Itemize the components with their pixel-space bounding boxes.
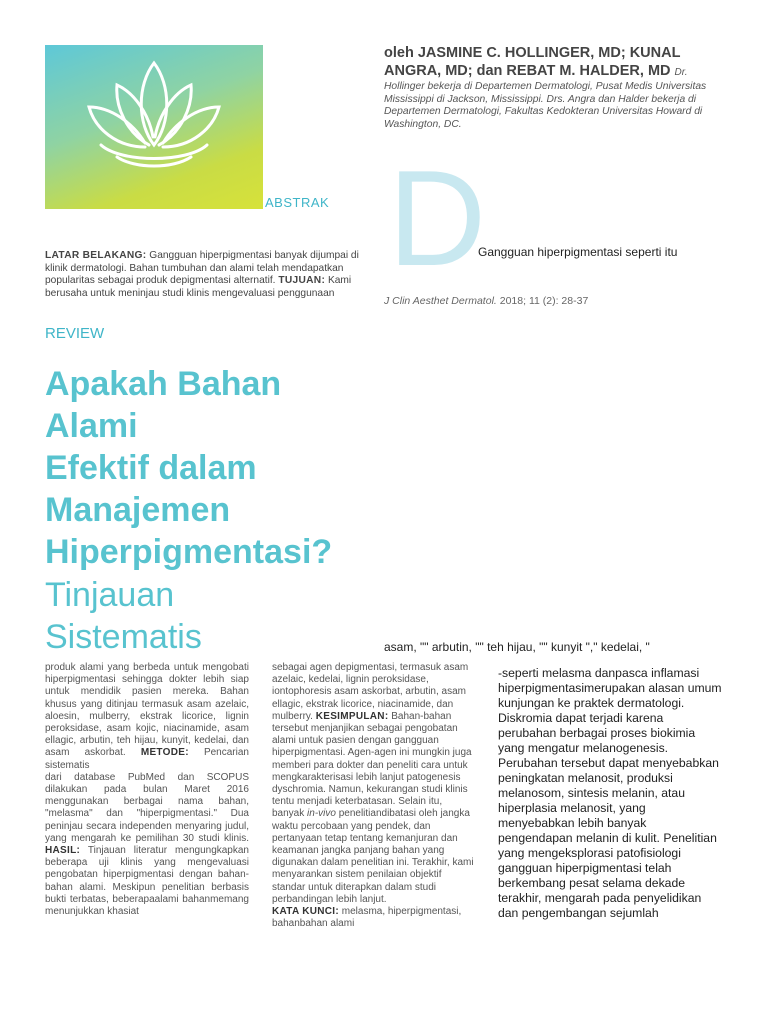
col1-text: Pencarian sistematis <box>45 747 249 771</box>
method-label: METODE: <box>140 747 189 759</box>
lotus-logo <box>45 45 263 209</box>
title-line: Efektif dalam <box>45 449 257 487</box>
conclusion-label: KESIMPULAN: <box>315 710 389 722</box>
ingredient-line: asam, "" arbutin, "" teh hijau, "" kunyit "," kedelai, " <box>384 640 650 654</box>
lotus-icon <box>45 45 263 209</box>
drop-cap-text: Gangguan hiperpigmentasi seperti itu <box>478 245 678 259</box>
subtitle-line: Sistematis <box>45 618 202 656</box>
abstract-column-2 <box>272 662 477 930</box>
background-body: Gangguan hiperpigmentasi banyak dijumpai di klinik dermatologi. Bahan tumbuhan dan alami telah mendapatkan popularitas sebagai produk depigmentasi alternatif. <box>45 250 359 286</box>
article-title <box>45 363 405 573</box>
title-line: Alami <box>45 407 138 445</box>
title-line: Apakah Bahan <box>45 365 282 403</box>
objective-label: TUJUAN: <box>278 275 326 286</box>
section-label: REVIEW <box>45 325 105 342</box>
background-label: LATAR BELAKANG: <box>45 250 147 261</box>
result-label: HASIL: <box>45 845 81 857</box>
subtitle-line: Tinjauan <box>45 576 175 614</box>
abstract-background <box>45 250 380 300</box>
intro-column: -seperti melasma danpasca inflamasi hiperpigmentasimerupakan alasan umum kunjungan ke praktek dermatologi. Diskromia dapat terjadi karena perubahan berbagai proses biokimia yang mengatur melanogenesis. Perubahan tersebut dapat menyebabkan peningkatan melanosit, produksi melanosom, sintesis melanin, atau hiperplasia melanosit, yang menyebabkan lebih banyak pengendapan melanin di kulit. Penelitian yang mengeksplorasi patofisiologi gangguan hiperpigmentasi telah berkembang pesat selama dekade terakhir, mengarah pada penyelidikan dan pengembangan sejumlah <box>498 666 722 920</box>
in-vivo-term: in-vivo <box>307 808 336 820</box>
affiliation: Hollinger bekerja di Departemen Dermatologi, Pusat Medis Universitas Mississippi di Jackson, Mississippi. Drs. Angra dan Halder bekerja di Departemen Dermatologi, Fakultas Kedokteran Universitas Howard di Washington, DC. <box>384 81 707 130</box>
col1-text: Tinjauan literatur mengungkapkan beberapa uji klinis yang mengevaluasi pengobatan hiperpigmentasi dengan bahan-bahan alami. Meskipun penelitian berbasis bukti terbatas, beberapaalami bahanmemang menunjukkan khasiat <box>45 845 249 918</box>
col1-text: dari database PubMed dan SCOPUS dilakukan pada bulan Maret 2016 menggunakan berbagai nama bahan, "melasma" dan "hiperpigmentasi." Dua peninjau secara independen menyaring judul, yang mengarah ke pemilihan 30 studi klinis. <box>45 771 249 844</box>
article-subtitle <box>45 574 345 658</box>
title-line: Hiperpigmentasi? <box>45 533 333 571</box>
col2-text: Bahan-bahan tersebut menjanjikan sebagai pengobatan alami untuk pasien dengan gangguan hiperpigmentasi. Agen-agen ini mungkin juga memberi para dokter dan peneliti cara untuk mengkarakterisasi lebih lanjut patogenesis dyschromia. Namun, kekurangan studi klinis tentu menjadi keterbatasan. Selain itu, banyak <box>272 710 472 820</box>
abstract-column-1 <box>45 662 249 918</box>
drop-cap: D <box>388 142 487 294</box>
col2-text: sebagai agen depigmentasi, termasuk asam azelaic, kedelai, lignin peroksidase, iontophoresis asam askorbat, arbutin, asam ellagic, ekstrak licorice, niacinamide, dan mulberry. <box>272 662 469 722</box>
keywords: melasma, hiperpigmentasi, bahanbahan alami <box>272 906 462 930</box>
objective-body: Kami berusaha untuk meninjau studi klinis mengevaluasi penggunaan <box>45 275 352 299</box>
title-line: Manajemen <box>45 491 231 529</box>
keywords-label: KATA KUNCI: <box>272 906 339 918</box>
journal-name: J Clin Aesthet Dermatol. <box>384 295 497 307</box>
col1-text: produk alami yang berbeda untuk mengobati hiperpigmentasi sehingga dokter lebih siap untuk mendidik pasien mereka. Bahan khusus yang ditinjau termasuk asam azelaic, aloesin, mulberry, ekstrak licorice, lignin peroksidase, asam kojic, niacinamide, asam ellagic, arbutin, teh hijau, kunyit, kedelai, dan asam askorbat. <box>45 662 249 759</box>
col2-text: penelitiandibatasi oleh jangka waktu percobaan yang pendek, dan pertanyaan tetap tentang kemanjuran dan keamanan jangka panjang bahan yang digunakan dalam penelitian ini. Terakhir, kami menyarankan sistem penilaian objektif standar untuk diterapkan dalam studi perbandingan lebih lanjut. <box>272 808 474 905</box>
citation-details: 2018; 11 (2): 28-37 <box>496 295 589 307</box>
author-names: oleh JASMINE C. HOLLINGER, MD; KUNAL ANGRA, MD; dan REBAT M. HALDER, MD <box>384 45 681 79</box>
journal-citation <box>384 295 588 307</box>
author-line <box>384 44 724 82</box>
abstract-label: ABSTRAK <box>265 195 330 210</box>
author-suffix: Dr. <box>674 67 688 78</box>
